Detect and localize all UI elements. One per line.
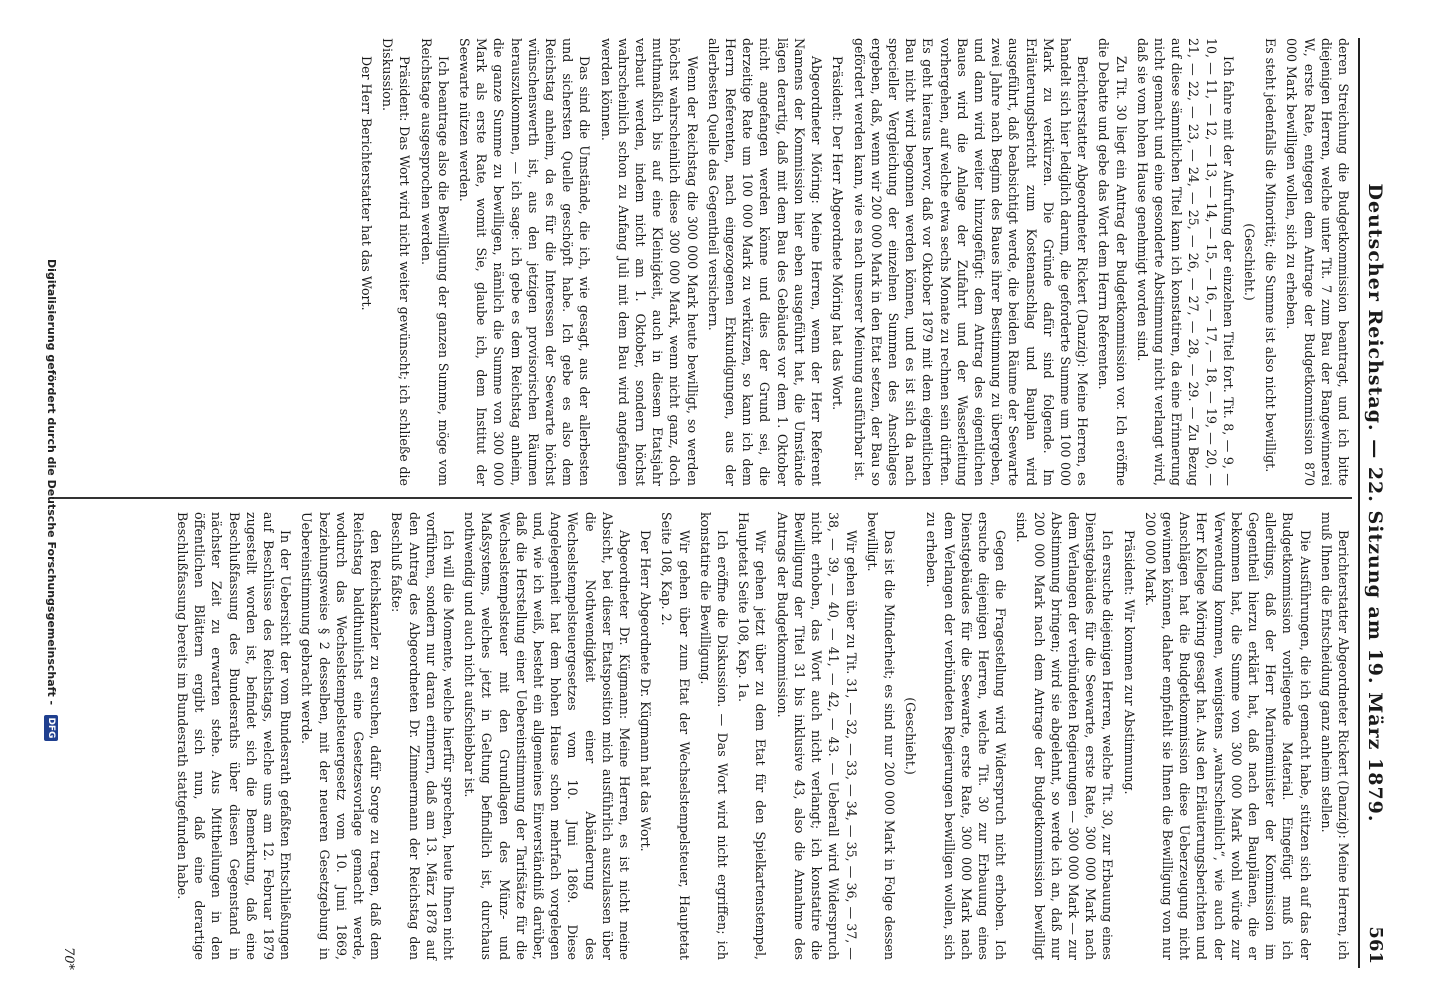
page-title: Deutscher Reichstag. — 22. Sitzung am 19. März 1879.: [1364, 183, 1386, 823]
paragraph: Abgeordneter Möring: Meine Herren, wenn der Herr Referent Namens der Kommission hier eben ausgeführt hat, die Umstände lägen derartig, daß mit dem Bau des Gebäudes vor dem 1. Oktober nicht angefangen werden könne und dies der Grund sei, die derzeitige Rate um 100 000 Mark zu verkürzen, so kann ich dem Herrn Referenten, nach eingezogenen Erkundigungen, aus der allerbesten Quelle das Gegentheil versichern.: [705, 38, 825, 486]
paragraph: Wenn der Reichstag die 300 000 Mark heute bewilligt, so werden höchst wahrscheinlich diese 300 000 Mark, wenn nicht ganz, doch muthmaßlich bis auf eine Kleinigkeit, auch in diesem Etatsjahr verbaut werden, indem nicht am 1. Oktober, sondern höchst wahrscheinlich schon zu Anfang Juli mit dem Bau wird angefangen werden können.: [598, 38, 700, 486]
paragraph: Berichterstatter Abgeordneter Rickert (Danzig): Meine Herren, ich muß Ihnen die Entscheidung ganz anheim stellen.: [1318, 512, 1351, 960]
paragraph: (Geschieht.): [903, 697, 919, 775]
right-text-column: [170, 512, 1352, 960]
paragraph: Ich beantrage also die Bewilligung der ganzen Summe, möge vom Reichstage ausgesprochen werden.: [418, 38, 451, 486]
paragraph: Zu Tit. 30 liegt ein Antrag der Budgetkommission vor. Ich eröffne die Debatte und gebe das Wort dem Herrn Referenten.: [1096, 38, 1129, 486]
paragraph: Wir gehen über zu Tit. 31, — 32, — 33, — 34, — 35, — 36, — 37, — 38, — 39, — 40, — 41, — 42, — 43. — Ueberall wird Widerspruch nicht erhoben, das Wort auch nicht verlangt; ich konstatire die Bewilligung der Titel 31 bis inklusive 43, also die Annahme des Antrags der Budgetkommission.: [774, 512, 859, 960]
page-header: [1358, 38, 1390, 968]
paragraph: Das sind die Umstände, die ich, wie gesagt, aus der allerbesten und sichersten Quelle geschöpft habe. Ich gebe es also dem Reichstag anheim, da es für die Interessen der Seewarte höchst wünschenswerth ist, aus den jetzigen provisorischen Räumen herauszukommen, — ich sage: ich gebe es dem Reichstag anheim, die ganze Summe zu bewilligen, nämlich die Summe von 300 000 Mark als erste Rate, womit Sie, glaube ich, dem Institut der Seewarte nützen werden.: [457, 38, 593, 486]
paragraph: In der Uebersicht der vom Bundesrath gefaßten Entschließungen auf Beschlüsse des Reichstags, welche uns am 12. Februar 1879 zugestellt worden ist, befindet sich die Bemerkung, daß eine Beschlußfassung des Bundesraths über diesen Gegenstand in nächster Zeit zu erwarten stehe. Aus Mittheilungen in den öffentlichen Blättern ergibt sich nun, daß eine derartige Beschlußfassung bereits im Bundesrath stattgefunden habe.: [175, 512, 294, 960]
column-divider: [52, 497, 1352, 499]
left-text-column: [354, 38, 1352, 486]
paragraph: Gegen die Fragestellung wird Widerspruch nicht erhoben. Ich ersuche diejenigen Herren, welche Tit. 30 zur Erbauung eines Dienstgebäudes für die Seewarte, erste Rate, 300 000 Mark nach dem Verlangen der verbündeten Regierungen bewilligen wollen, sich zu erheben.: [924, 512, 1009, 960]
paragraph: Präsident: Der Herr Abgeordnete Möring hat das Wort.: [830, 56, 846, 411]
sheet-signature: 70*: [61, 946, 76, 970]
dfg-logo: DFG: [44, 715, 58, 741]
paragraph: Das ist die Minderheit; es sind nur 200 000 Mark in Folge dessen bewilligt.: [864, 512, 897, 960]
paragraph: Der Herr Abgeordnete Dr. Kügmann hat das Wort.: [638, 530, 654, 852]
paragraph: Es steht jedenfalls die Minorität; die Summe ist also nicht bewilligt.: [1263, 38, 1279, 473]
paragraph: Präsident: Wir kommen zur Abstimmung.: [1121, 530, 1137, 795]
footer-text: Digitalisierung gefördert durch die Deutsche Forschungsgemeinschaft -: [45, 259, 58, 706]
paragraph: Wir gehen über zum Etat der Wechselstempelsteuer, Hauptetat Seite 108, Kap. 2.: [659, 512, 692, 960]
paragraph: deren Streichung die Budgetkommission beantragt, und ich bitte diejenigen Herren, welche unter Tit. 7 zum Bau der Bangewinnerei W., erste Rate, entgegen dem Antrage der Budgetkommission 870 000 Mark bewilligen wollen, sich zu erheben.: [1284, 38, 1351, 486]
paragraph: Ich ersuche diejenigen Herren, welche Tit. 30, zur Erbauung eines Dienstgebäudes für die Seewarte, erste Rate, 300 000 Mark nach dem Verlangen der verbündeten Regierungen — 300 000 Mark — zur Abstimmung bringen; wird sie abgelehnt, so werde ich an, daß nur 200 000 Mark nach dem Antrage der Budgetkommission bewilligt sind.: [1014, 512, 1116, 960]
paragraph: Ich fahre mit der Aufrufung der einzelnen Titel fort. Tit. 8, — 9, — 10, — 11, — 12, — 13, — 14, — 15, — 16, — 17, — 18, — 19, — 20, — 21, — 22, — 23, — 24, — 25, — 26, — 27, — 28, — 29. — Zu Bezug auf diese sämmtlichen Titel kann ich konstatiren, da eine Erinnerung nicht gemacht und eine gesonderte Abstimmung nicht verlangt wird, daß sie vom hohen Hause genehmigt worden sind.: [1134, 38, 1236, 486]
paragraph: Wir gehen jetzt über zu dem Etat für den Spielkartenstempel, Hauptetat Seite 108, Kap. 1a.: [736, 512, 769, 960]
paragraph: Die Ausführungen, die ich gemacht habe, stützen sich auf das der Budgetkommission vorliegende Material. Eingefügt muß ich allerdings, daß der Herr Marineminister der Kommission im Gegentheil hierzu erklärt hat, daß nach den Bauplänen, die er bekommen hat, die Summe von 300 000 Mark wohl würde zur Verwendung kommen, wenigstens „wahrscheinlich“, wie auch der Herr Kollege Möring gesagt hat. Aus den Erläuterungsberichten und Anschlägen hat die Budgetkommission diese Ueberzeugung nicht gewinnen können, daher empfiehlt sie Ihnen die Bewilligung von nur 200 000 Mark.: [1142, 512, 1313, 960]
paragraph: Abgeordneter Dr. Kügmann: Meine Herren, es ist nicht meine Absicht, bei dieser Etatsposition mich ausführlich auszulassen über die Nothwendigkeit einer Abänderung des Wechselstempelsteuergesetzes vom 10. Juni 1869. Diese Angelegenheit hat dem hohen Hause schon mehrfach vorgelegen und, wie ich weiß, besteht ein allgemeines Einverständniß darüber, daß die Herstellung einer Uebereinstimmung der Tarifsätze für die Wechselstempelsteuer mit den Grundlagen des Münz- und Maßsystems, welches jetzt in Geltung befindlich ist, durchaus nothwendig und auch nicht aufschiebbar ist.: [462, 512, 633, 960]
paragraph: den Reichskanzler zu ersuchen, dafür Sorge zu tragen, daß dem Reichstag baldthunlichst eine Gesetzesvorlage gemacht werde, wodurch das Wechselstempelsteuergesetz vom 10. Juni 1869, beziehungsweise § 2 desselben, mit der neueren Gesetzgebung in Uebereinstimmung gebracht werde.: [299, 512, 384, 960]
paragraph: Ich will die Momente, welche hierfür sprechen, heute Ihnen nicht vorführen, sondern nur daran erinnern, daß am 13. März 1878 auf den Antrag des Abgeordneten Dr. Zimmermann der Reichstag den Beschluß faßte:: [389, 512, 457, 960]
paragraph: (Geschieht.): [1241, 223, 1257, 301]
digitization-footer: [34, 0, 58, 1000]
paragraph: Berichterstatter Abgeordneter Rickert (Danzig): Meine Herren, es handelt sich hier lediglich darum, die geforderte Summe um 100 000 Mark zu verkürzen. Die Gründe dafür sind folgende. Im Erläuterungsbericht zum Kostenanschlag und Bauplan wird ausgeführt, daß beabsichtigt werde, die beiden Räume der Seewarte zwei Jahre nach Beginn des Baues ihrer Bestimmung zu übergeben, und dann wird weiter hinzugefügt: dem Antrag des eigentlichen Baues wird die Anlage der Zufahrt und der Wasserleitung vorhergehen, auf welche etwa sechs Monate zu rechnen sein dürften. Es geht hieraus hervor, daß vor Oktober 1879 mit dem eigentlichen Bau nicht wird begonnen werden können, und es ist sich da nach specieller Vergleichung der einzelnen Summen des Anschlages ergeben, daß, wenn wir 200 000 Mark in den Etat setzen, der Bau so gefördert werden kann, wie es nach unserer Meinung ausführbar ist.: [851, 38, 1091, 486]
page-number: 561: [1365, 926, 1386, 964]
rotated-document-page: [30, 0, 1398, 1000]
paragraph: Ich eröffne die Diskussion. — Das Wort wird nicht ergriffen; ich konstatire die Bewilligung.: [697, 512, 731, 960]
paragraph: Präsident: Das Wort wird nicht weiter gewünscht; ich schließe die Diskussion.: [380, 38, 413, 486]
paragraph: Der Herr Berichterstatter hat das Wort.: [359, 56, 375, 311]
